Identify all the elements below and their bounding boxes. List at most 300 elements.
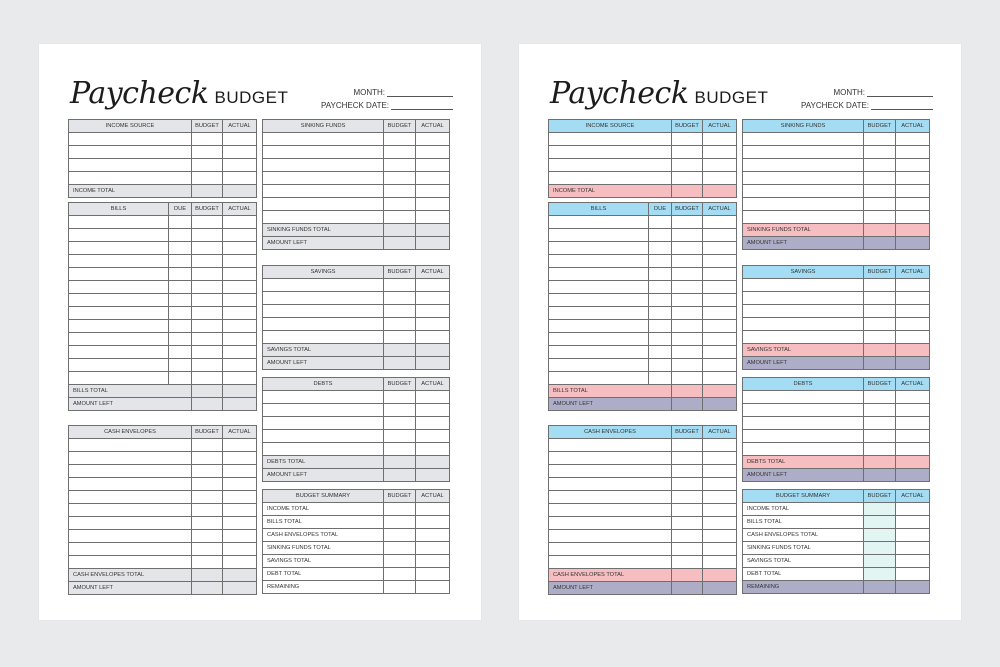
input-cell[interactable] bbox=[192, 543, 223, 556]
input-cell[interactable] bbox=[703, 465, 737, 478]
input-cell[interactable] bbox=[169, 216, 192, 229]
input-cell[interactable] bbox=[864, 581, 896, 594]
input-cell[interactable] bbox=[384, 305, 416, 318]
input-cell[interactable] bbox=[703, 133, 737, 146]
input-cell[interactable] bbox=[743, 211, 864, 224]
input-cell[interactable] bbox=[649, 255, 672, 268]
input-cell[interactable] bbox=[69, 159, 192, 172]
input-cell[interactable] bbox=[384, 581, 416, 594]
input-cell[interactable] bbox=[896, 185, 930, 198]
input-cell[interactable] bbox=[703, 504, 737, 517]
input-cell[interactable] bbox=[69, 255, 169, 268]
input-cell[interactable] bbox=[223, 504, 257, 517]
input-cell[interactable] bbox=[384, 172, 416, 185]
input-cell[interactable] bbox=[703, 491, 737, 504]
input-cell[interactable] bbox=[896, 503, 930, 516]
input-cell[interactable] bbox=[864, 305, 896, 318]
input-cell[interactable] bbox=[703, 372, 737, 385]
input-cell[interactable] bbox=[549, 491, 672, 504]
input-cell[interactable] bbox=[69, 146, 192, 159]
input-cell[interactable] bbox=[649, 281, 672, 294]
input-cell[interactable] bbox=[549, 320, 649, 333]
input-cell[interactable] bbox=[69, 281, 169, 294]
input-cell[interactable] bbox=[864, 391, 896, 404]
input-cell[interactable] bbox=[223, 385, 257, 398]
input-cell[interactable] bbox=[672, 530, 703, 543]
input-cell[interactable] bbox=[69, 465, 192, 478]
input-cell[interactable] bbox=[703, 320, 737, 333]
input-cell[interactable] bbox=[896, 357, 930, 370]
input-cell[interactable] bbox=[384, 344, 416, 357]
input-cell[interactable] bbox=[416, 237, 450, 250]
input-cell[interactable] bbox=[416, 344, 450, 357]
input-cell[interactable] bbox=[743, 305, 864, 318]
input-cell[interactable] bbox=[703, 229, 737, 242]
input-cell[interactable] bbox=[384, 133, 416, 146]
input-cell[interactable] bbox=[743, 279, 864, 292]
input-cell[interactable] bbox=[384, 404, 416, 417]
input-cell[interactable] bbox=[549, 294, 649, 307]
input-cell[interactable] bbox=[743, 443, 864, 456]
input-cell[interactable] bbox=[192, 439, 223, 452]
input-cell[interactable] bbox=[896, 146, 930, 159]
input-cell[interactable] bbox=[896, 404, 930, 417]
input-cell[interactable] bbox=[549, 333, 649, 346]
input-cell[interactable] bbox=[192, 385, 223, 398]
input-cell[interactable] bbox=[223, 439, 257, 452]
input-cell[interactable] bbox=[864, 185, 896, 198]
input-cell[interactable] bbox=[416, 443, 450, 456]
input-cell[interactable] bbox=[223, 294, 257, 307]
input-cell[interactable] bbox=[703, 517, 737, 530]
input-cell[interactable] bbox=[223, 333, 257, 346]
input-cell[interactable] bbox=[672, 229, 703, 242]
input-cell[interactable] bbox=[896, 331, 930, 344]
input-cell[interactable] bbox=[672, 491, 703, 504]
input-cell[interactable] bbox=[192, 504, 223, 517]
input-cell[interactable] bbox=[384, 185, 416, 198]
input-cell[interactable] bbox=[192, 159, 223, 172]
input-cell[interactable] bbox=[896, 159, 930, 172]
input-cell[interactable] bbox=[549, 133, 672, 146]
input-cell[interactable] bbox=[672, 478, 703, 491]
input-cell[interactable] bbox=[69, 543, 192, 556]
input-cell[interactable] bbox=[672, 372, 703, 385]
input-cell[interactable] bbox=[703, 556, 737, 569]
input-cell[interactable] bbox=[263, 133, 384, 146]
input-cell[interactable] bbox=[263, 279, 384, 292]
input-cell[interactable] bbox=[864, 568, 896, 581]
input-cell[interactable] bbox=[192, 491, 223, 504]
input-cell[interactable] bbox=[192, 398, 223, 411]
input-cell[interactable] bbox=[864, 529, 896, 542]
input-cell[interactable] bbox=[549, 216, 649, 229]
input-cell[interactable] bbox=[672, 333, 703, 346]
input-cell[interactable] bbox=[69, 556, 192, 569]
input-cell[interactable] bbox=[192, 320, 223, 333]
input-cell[interactable] bbox=[549, 465, 672, 478]
input-cell[interactable] bbox=[263, 430, 384, 443]
input-cell[interactable] bbox=[703, 268, 737, 281]
input-cell[interactable] bbox=[223, 372, 257, 385]
input-cell[interactable] bbox=[69, 268, 169, 281]
input-cell[interactable] bbox=[649, 229, 672, 242]
input-cell[interactable] bbox=[864, 417, 896, 430]
input-cell[interactable] bbox=[69, 133, 192, 146]
input-cell[interactable] bbox=[223, 517, 257, 530]
input-cell[interactable] bbox=[263, 331, 384, 344]
input-cell[interactable] bbox=[169, 255, 192, 268]
input-cell[interactable] bbox=[223, 133, 257, 146]
input-cell[interactable] bbox=[263, 292, 384, 305]
input-cell[interactable] bbox=[549, 372, 649, 385]
input-cell[interactable] bbox=[743, 146, 864, 159]
input-cell[interactable] bbox=[703, 333, 737, 346]
input-cell[interactable] bbox=[223, 569, 257, 582]
input-cell[interactable] bbox=[263, 172, 384, 185]
input-cell[interactable] bbox=[703, 439, 737, 452]
input-cell[interactable] bbox=[384, 443, 416, 456]
input-cell[interactable] bbox=[864, 292, 896, 305]
input-cell[interactable] bbox=[896, 581, 930, 594]
input-cell[interactable] bbox=[896, 279, 930, 292]
input-cell[interactable] bbox=[672, 281, 703, 294]
input-cell[interactable] bbox=[169, 229, 192, 242]
input-cell[interactable] bbox=[672, 439, 703, 452]
input-cell[interactable] bbox=[223, 242, 257, 255]
input-cell[interactable] bbox=[223, 185, 257, 198]
input-cell[interactable] bbox=[223, 398, 257, 411]
input-cell[interactable] bbox=[864, 237, 896, 250]
input-cell[interactable] bbox=[416, 529, 450, 542]
input-cell[interactable] bbox=[896, 417, 930, 430]
input-cell[interactable] bbox=[69, 491, 192, 504]
input-cell[interactable] bbox=[649, 294, 672, 307]
input-cell[interactable] bbox=[416, 430, 450, 443]
input-cell[interactable] bbox=[223, 491, 257, 504]
input-cell[interactable] bbox=[896, 318, 930, 331]
input-cell[interactable] bbox=[416, 224, 450, 237]
input-cell[interactable] bbox=[384, 529, 416, 542]
input-cell[interactable] bbox=[703, 185, 737, 198]
input-cell[interactable] bbox=[416, 211, 450, 224]
input-cell[interactable] bbox=[263, 185, 384, 198]
input-cell[interactable] bbox=[703, 569, 737, 582]
input-cell[interactable] bbox=[743, 391, 864, 404]
input-cell[interactable] bbox=[864, 159, 896, 172]
input-cell[interactable] bbox=[896, 516, 930, 529]
input-cell[interactable] bbox=[703, 452, 737, 465]
input-cell[interactable] bbox=[169, 307, 192, 320]
input-cell[interactable] bbox=[896, 292, 930, 305]
input-cell[interactable] bbox=[864, 211, 896, 224]
input-cell[interactable] bbox=[549, 439, 672, 452]
input-cell[interactable] bbox=[416, 456, 450, 469]
input-cell[interactable] bbox=[416, 305, 450, 318]
input-cell[interactable] bbox=[672, 517, 703, 530]
input-cell[interactable] bbox=[896, 568, 930, 581]
input-cell[interactable] bbox=[223, 255, 257, 268]
input-cell[interactable] bbox=[672, 582, 703, 595]
input-cell[interactable] bbox=[192, 307, 223, 320]
input-cell[interactable] bbox=[864, 198, 896, 211]
input-cell[interactable] bbox=[263, 211, 384, 224]
input-cell[interactable] bbox=[416, 185, 450, 198]
input-cell[interactable] bbox=[703, 582, 737, 595]
input-cell[interactable] bbox=[69, 172, 192, 185]
input-cell[interactable] bbox=[192, 172, 223, 185]
input-cell[interactable] bbox=[192, 478, 223, 491]
input-cell[interactable] bbox=[69, 517, 192, 530]
input-cell[interactable] bbox=[169, 359, 192, 372]
input-cell[interactable] bbox=[743, 404, 864, 417]
input-cell[interactable] bbox=[169, 346, 192, 359]
input-cell[interactable] bbox=[896, 344, 930, 357]
input-cell[interactable] bbox=[549, 307, 649, 320]
input-cell[interactable] bbox=[703, 530, 737, 543]
input-cell[interactable] bbox=[223, 229, 257, 242]
input-cell[interactable] bbox=[192, 268, 223, 281]
input-cell[interactable] bbox=[864, 344, 896, 357]
input-cell[interactable] bbox=[703, 398, 737, 411]
input-cell[interactable] bbox=[896, 198, 930, 211]
input-cell[interactable] bbox=[864, 516, 896, 529]
input-cell[interactable] bbox=[649, 268, 672, 281]
input-cell[interactable] bbox=[169, 281, 192, 294]
input-cell[interactable] bbox=[263, 391, 384, 404]
input-cell[interactable] bbox=[864, 357, 896, 370]
input-cell[interactable] bbox=[223, 146, 257, 159]
input-cell[interactable] bbox=[192, 185, 223, 198]
input-cell[interactable] bbox=[896, 305, 930, 318]
input-cell[interactable] bbox=[169, 242, 192, 255]
input-cell[interactable] bbox=[672, 543, 703, 556]
input-cell[interactable] bbox=[263, 305, 384, 318]
input-cell[interactable] bbox=[672, 172, 703, 185]
input-cell[interactable] bbox=[192, 146, 223, 159]
input-cell[interactable] bbox=[192, 465, 223, 478]
input-cell[interactable] bbox=[896, 211, 930, 224]
input-cell[interactable] bbox=[703, 281, 737, 294]
input-cell[interactable] bbox=[743, 417, 864, 430]
input-cell[interactable] bbox=[649, 307, 672, 320]
input-cell[interactable] bbox=[672, 242, 703, 255]
input-cell[interactable] bbox=[864, 456, 896, 469]
input-cell[interactable] bbox=[896, 456, 930, 469]
input-cell[interactable] bbox=[416, 391, 450, 404]
input-cell[interactable] bbox=[649, 372, 672, 385]
input-cell[interactable] bbox=[896, 542, 930, 555]
input-cell[interactable] bbox=[192, 556, 223, 569]
input-cell[interactable] bbox=[896, 430, 930, 443]
input-cell[interactable] bbox=[864, 279, 896, 292]
input-cell[interactable] bbox=[864, 430, 896, 443]
input-cell[interactable] bbox=[384, 568, 416, 581]
input-cell[interactable] bbox=[192, 452, 223, 465]
input-cell[interactable] bbox=[169, 268, 192, 281]
input-cell[interactable] bbox=[896, 469, 930, 482]
input-cell[interactable] bbox=[703, 307, 737, 320]
input-cell[interactable] bbox=[896, 224, 930, 237]
input-cell[interactable] bbox=[192, 372, 223, 385]
input-cell[interactable] bbox=[549, 281, 649, 294]
input-cell[interactable] bbox=[192, 294, 223, 307]
input-cell[interactable] bbox=[416, 172, 450, 185]
input-cell[interactable] bbox=[703, 543, 737, 556]
input-cell[interactable] bbox=[192, 281, 223, 294]
input-cell[interactable] bbox=[672, 268, 703, 281]
input-cell[interactable] bbox=[416, 503, 450, 516]
input-cell[interactable] bbox=[672, 452, 703, 465]
input-cell[interactable] bbox=[384, 318, 416, 331]
input-cell[interactable] bbox=[743, 185, 864, 198]
input-cell[interactable] bbox=[69, 478, 192, 491]
input-cell[interactable] bbox=[896, 443, 930, 456]
input-cell[interactable] bbox=[672, 146, 703, 159]
input-cell[interactable] bbox=[223, 320, 257, 333]
input-cell[interactable] bbox=[672, 133, 703, 146]
input-cell[interactable] bbox=[384, 469, 416, 482]
input-cell[interactable] bbox=[384, 331, 416, 344]
input-cell[interactable] bbox=[223, 478, 257, 491]
input-cell[interactable] bbox=[549, 543, 672, 556]
input-cell[interactable] bbox=[649, 333, 672, 346]
input-cell[interactable] bbox=[223, 159, 257, 172]
input-cell[interactable] bbox=[192, 582, 223, 595]
input-cell[interactable] bbox=[672, 185, 703, 198]
input-cell[interactable] bbox=[703, 242, 737, 255]
input-cell[interactable] bbox=[384, 198, 416, 211]
input-cell[interactable] bbox=[416, 133, 450, 146]
input-cell[interactable] bbox=[896, 172, 930, 185]
input-cell[interactable] bbox=[69, 504, 192, 517]
input-cell[interactable] bbox=[384, 430, 416, 443]
input-cell[interactable] bbox=[223, 465, 257, 478]
input-cell[interactable] bbox=[263, 417, 384, 430]
input-cell[interactable] bbox=[672, 385, 703, 398]
input-cell[interactable] bbox=[896, 529, 930, 542]
input-cell[interactable] bbox=[384, 292, 416, 305]
input-cell[interactable] bbox=[743, 172, 864, 185]
input-cell[interactable] bbox=[672, 569, 703, 582]
input-cell[interactable] bbox=[192, 333, 223, 346]
input-cell[interactable] bbox=[384, 516, 416, 529]
input-cell[interactable] bbox=[743, 318, 864, 331]
input-cell[interactable] bbox=[384, 211, 416, 224]
input-cell[interactable] bbox=[672, 294, 703, 307]
input-cell[interactable] bbox=[263, 159, 384, 172]
input-cell[interactable] bbox=[549, 255, 649, 268]
input-cell[interactable] bbox=[672, 465, 703, 478]
input-cell[interactable] bbox=[384, 456, 416, 469]
input-cell[interactable] bbox=[416, 568, 450, 581]
input-cell[interactable] bbox=[69, 216, 169, 229]
input-cell[interactable] bbox=[864, 172, 896, 185]
input-cell[interactable] bbox=[649, 320, 672, 333]
input-cell[interactable] bbox=[223, 172, 257, 185]
input-cell[interactable] bbox=[549, 359, 649, 372]
input-cell[interactable] bbox=[223, 452, 257, 465]
input-cell[interactable] bbox=[69, 294, 169, 307]
input-cell[interactable] bbox=[223, 543, 257, 556]
input-cell[interactable] bbox=[703, 385, 737, 398]
input-cell[interactable] bbox=[743, 292, 864, 305]
input-cell[interactable] bbox=[416, 146, 450, 159]
input-cell[interactable] bbox=[169, 372, 192, 385]
input-cell[interactable] bbox=[703, 172, 737, 185]
input-cell[interactable] bbox=[549, 452, 672, 465]
input-cell[interactable] bbox=[864, 133, 896, 146]
input-cell[interactable] bbox=[69, 359, 169, 372]
input-cell[interactable] bbox=[223, 582, 257, 595]
input-cell[interactable] bbox=[864, 542, 896, 555]
input-cell[interactable] bbox=[672, 320, 703, 333]
input-cell[interactable] bbox=[384, 417, 416, 430]
input-cell[interactable] bbox=[384, 279, 416, 292]
input-cell[interactable] bbox=[743, 331, 864, 344]
input-cell[interactable] bbox=[69, 530, 192, 543]
input-cell[interactable] bbox=[672, 307, 703, 320]
input-cell[interactable] bbox=[549, 504, 672, 517]
input-cell[interactable] bbox=[743, 198, 864, 211]
input-cell[interactable] bbox=[192, 569, 223, 582]
input-cell[interactable] bbox=[649, 346, 672, 359]
input-cell[interactable] bbox=[703, 216, 737, 229]
input-cell[interactable] bbox=[169, 320, 192, 333]
input-cell[interactable] bbox=[864, 404, 896, 417]
input-cell[interactable] bbox=[416, 404, 450, 417]
input-cell[interactable] bbox=[384, 542, 416, 555]
input-cell[interactable] bbox=[864, 146, 896, 159]
input-cell[interactable] bbox=[384, 555, 416, 568]
input-cell[interactable] bbox=[384, 159, 416, 172]
input-cell[interactable] bbox=[69, 439, 192, 452]
input-cell[interactable] bbox=[549, 268, 649, 281]
input-cell[interactable] bbox=[549, 229, 649, 242]
input-cell[interactable] bbox=[549, 159, 672, 172]
input-cell[interactable] bbox=[69, 372, 169, 385]
input-cell[interactable] bbox=[384, 224, 416, 237]
input-cell[interactable] bbox=[672, 216, 703, 229]
input-cell[interactable] bbox=[549, 478, 672, 491]
input-cell[interactable] bbox=[384, 503, 416, 516]
input-cell[interactable] bbox=[864, 443, 896, 456]
input-cell[interactable] bbox=[263, 318, 384, 331]
input-cell[interactable] bbox=[384, 237, 416, 250]
input-cell[interactable] bbox=[672, 255, 703, 268]
input-cell[interactable] bbox=[223, 346, 257, 359]
input-cell[interactable] bbox=[192, 242, 223, 255]
input-cell[interactable] bbox=[672, 359, 703, 372]
input-cell[interactable] bbox=[69, 242, 169, 255]
input-cell[interactable] bbox=[549, 146, 672, 159]
input-cell[interactable] bbox=[263, 146, 384, 159]
input-cell[interactable] bbox=[384, 146, 416, 159]
input-cell[interactable] bbox=[703, 255, 737, 268]
input-cell[interactable] bbox=[649, 359, 672, 372]
input-cell[interactable] bbox=[896, 555, 930, 568]
input-cell[interactable] bbox=[263, 443, 384, 456]
input-cell[interactable] bbox=[192, 229, 223, 242]
input-cell[interactable] bbox=[416, 357, 450, 370]
input-cell[interactable] bbox=[549, 530, 672, 543]
input-cell[interactable] bbox=[549, 172, 672, 185]
input-cell[interactable] bbox=[549, 242, 649, 255]
input-cell[interactable] bbox=[192, 346, 223, 359]
input-cell[interactable] bbox=[896, 133, 930, 146]
input-cell[interactable] bbox=[896, 391, 930, 404]
input-cell[interactable] bbox=[896, 237, 930, 250]
